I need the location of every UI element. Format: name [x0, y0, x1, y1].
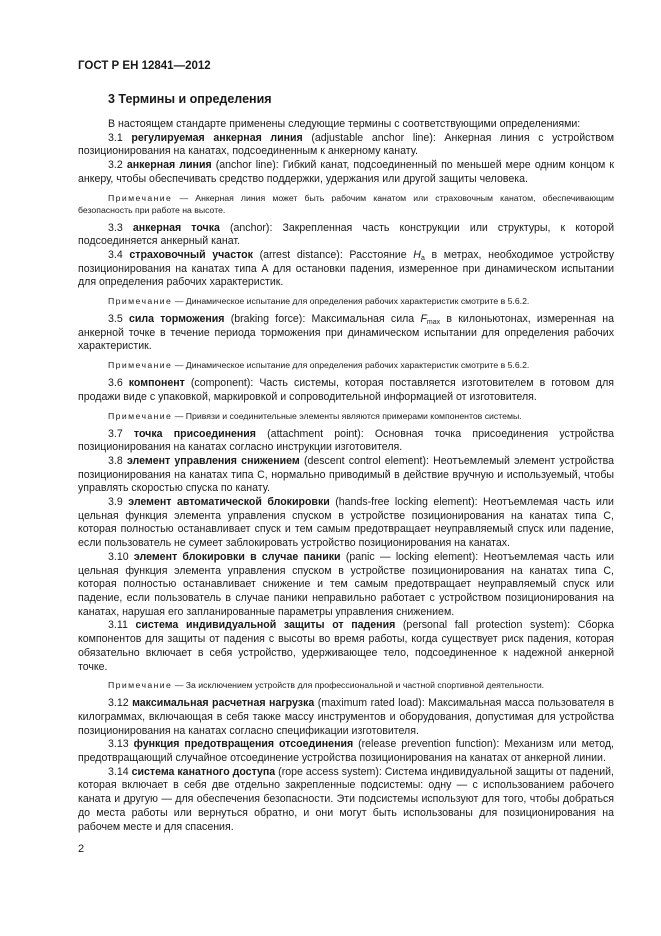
- section-title: 3 Термины и определения: [108, 92, 272, 106]
- intro-paragraph: В настоящем стандарте применены следующие термины с соответствующими определениями:: [108, 118, 581, 130]
- note-3: Примечание — Динамическое испытание для определения рабочих характеристик смотрите в 5.6.2.: [108, 360, 530, 371]
- document-header: ГОСТ Р ЕН 12841—2012: [78, 60, 211, 72]
- term-3-6: 3.6 компонент (component): Часть системы, которая поставляется изготовителем в готовом для продажи виде с упаковкой, маркировкой и сопроводительной информацией от изготовителя.: [78, 377, 614, 403]
- term-3-3: 3.3 анкерная точка (anchor): Закрепленная часть конструкции или структуры, к которой подсоединяется анкерный канат.: [78, 221, 614, 248]
- note-4: Примечание — Привязи и соединительные элементы являются примерами компонентов системы.: [108, 410, 522, 421]
- term-3-2: 3.2 анкерная линия (anchor line): Гибкий канат, подсоединенный по меньшей мере одним концом к анкеру, чтобы обеспечивать средство поддержки, удержания или другой защиты человека.: [78, 159, 614, 185]
- term-3-1: 3.1 регулируемая анкерная линия (adjustable anchor line): Анкерная линия с устройством позиционирования на канатах, подсоединенным к анкерному канату.: [78, 131, 614, 158]
- term-3-11: 3.11 система индивидуальной защиты от падения (personal fall protection system): Сборка компонентов для защиты от падения с высоты во время работы, когда существует риск падения, которая обязательно включает в себя устройство, удерживающее тело, подсоединенное к надежной анкерной точке.: [78, 619, 614, 673]
- term-3-8: 3.8 элемент управления снижением (descent control element): Неотъемлемый элемент устройства позиционирования на канатах типа С, нормально приводимый в действие вручную и используемый, чтобы управлять скоростью спуска по канату.: [78, 454, 614, 495]
- term-3-12: 3.12 максимальная расчетная нагрузка (maximum rated load): Максимальная масса пользователя в килограммах, включающая в себя также массу инструментов и оборудования, допустимая для устройства позиционирования на канатах согласно спецификации изготовителя.: [78, 697, 615, 737]
- document-body: [78, 118, 614, 834]
- note-2: Примечание — Динамическое испытание для определения рабочих характеристик смотрите в 5.6.2.: [108, 296, 530, 307]
- term-3-13: 3.13 функция предотвращения отсоединения (release prevention function): Механизм или метод, предотвращающий случайное отсоединение устройства позиционирования на канатах от анкерной линии.: [78, 738, 614, 765]
- term-3-7: 3.7 точка присоединения (attachment point): Основная точка присоединения устройства позиционирования на канатах согласно инструкции изготовителя.: [78, 427, 614, 454]
- term-3-9: 3.9 элемент автоматической блокировки (hands-free locking element): Неотъемлемая часть или цельная функция элемента управления спуском в устройстве позиционирования на канатах типа С, которая полностью останавливает спуск и тем самым предотвращает неуправляемый спуск или падение, если пользователь не сумеет заблокировать устройство позиционирования на канатах.: [78, 496, 614, 550]
- term-3-5: 3.5 сила торможения (braking force): Максимальная сила $F_{max}$ в килоньютонах, измеренная на анкерной точке в течение периода торможения при динамическом испытании для определения рабочих характеристик.: [78, 313, 614, 353]
- page-number: 2: [78, 843, 85, 855]
- term-3-14: 3.14 система канатного доступа (rope access system): Система индивидуальной защиты от падений, которая включает в себя две отдельно закрепленные подсистемы: одну — с использованием рабочего каната и другую — для обеспечения безопасности. Эти подсистемы используют для того, чтобы добраться до места работы или вернуться обратно, и они могут быть использованы для позиционирования на рабочем месте и для спасения.: [78, 765, 614, 833]
- note-1: Примечание — Анкерная линия может быть рабочим канатом или страховочным канатом, обеспечивающим безопасность при работе на высоте.: [78, 192, 614, 215]
- term-3-4: 3.4 страховочный участок (arrest distance): Расстояние $H_a$ в метрах, необходимое устройству позиционирования на канатах типа А для остановки падения, измеренное при динамическом испытании для определения рабочих характеристик.: [78, 248, 614, 289]
- note-5: Примечание — За исключением устройств для профессиональной и частной спортивной деятельности.: [108, 680, 545, 691]
- term-3-10: 3.10 элемент блокировки в случае паники (panic — locking element): Неотъемлемая часть или цельная функция элемента управления спуском в устройстве позиционирования на канатах типа С, которая полностью останавливает снижение и тем самым предотвращает неуправляемый спуск или падение, если пользователь в случае паники неправильно работает с устройством позиционирования на канатах, нарушая его запланированные параметры управления снижением.: [78, 550, 614, 618]
